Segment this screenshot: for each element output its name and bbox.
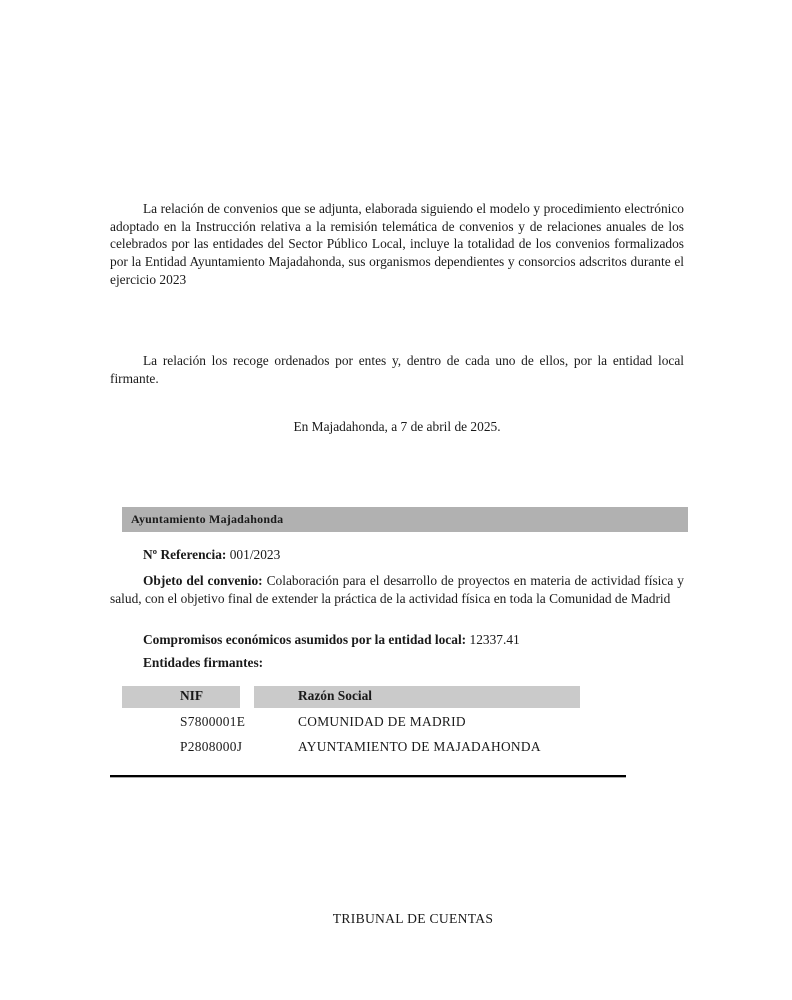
reference-label: Nº Referencia: <box>143 547 227 562</box>
signatories-label: Entidades firmantes: <box>143 655 264 670</box>
object-label: Objeto del convenio: <box>143 573 263 588</box>
object-field <box>110 572 684 607</box>
cell-razon-social: COMUNIDAD DE MADRID <box>298 714 466 729</box>
signatories-table <box>122 686 580 758</box>
reference-value: 001/2023 <box>229 547 281 562</box>
column-header-nif: NIF <box>180 688 204 703</box>
reference-field <box>110 546 684 564</box>
intro-paragraph: La relación de convenios que se adjunta, elaborada siguiendo el modelo y procedimiento electrónico adoptado en la Instrucción relativa a la remisión telemática de convenios y de relaciones anuales de los celebrados por las entidades del Sector Público Local, incluye la totalidad de los convenios formalizados por la Entidad Ayuntamiento Majadahonda, sus organismos dependientes y consorcios adscritos durante el ejercicio 2023 <box>110 201 684 287</box>
commitments-field <box>110 631 684 649</box>
ordering-paragraph: La relación los recoge ordenados por entes y, dentro de cada uno de ellos, por la entidad local firmante. <box>110 353 684 386</box>
table-row <box>122 708 580 733</box>
object-value: Colaboración para el desarrollo de proyectos en materia de actividad física y salud, con el objetivo final de extender la práctica de la actividad física en toda la Comunidad de Madrid <box>110 573 684 606</box>
commitments-value: 12337.41 <box>469 632 520 647</box>
horizontal-divider <box>110 775 626 778</box>
footer-title: TRIBUNAL DE CUENTAS <box>332 911 494 926</box>
column-header-razon-social: Razón Social <box>298 688 373 703</box>
commitments-label: Compromisos económicos asumidos por la entidad local: <box>143 632 467 647</box>
cell-razon-social: AYUNTAMIENTO DE MAJADAHONDA <box>298 739 541 754</box>
cell-nif: S7800001E <box>180 714 246 729</box>
entity-section-header <box>122 507 688 532</box>
cell-nif: P2808000J <box>180 739 243 754</box>
table-row <box>122 733 580 758</box>
date-line: En Majadahonda, a 7 de abril de 2025. <box>293 419 501 434</box>
entity-name: Ayuntamiento Majadahonda <box>131 512 284 526</box>
signatories-table-header <box>122 686 580 708</box>
signatories-field <box>110 654 684 672</box>
